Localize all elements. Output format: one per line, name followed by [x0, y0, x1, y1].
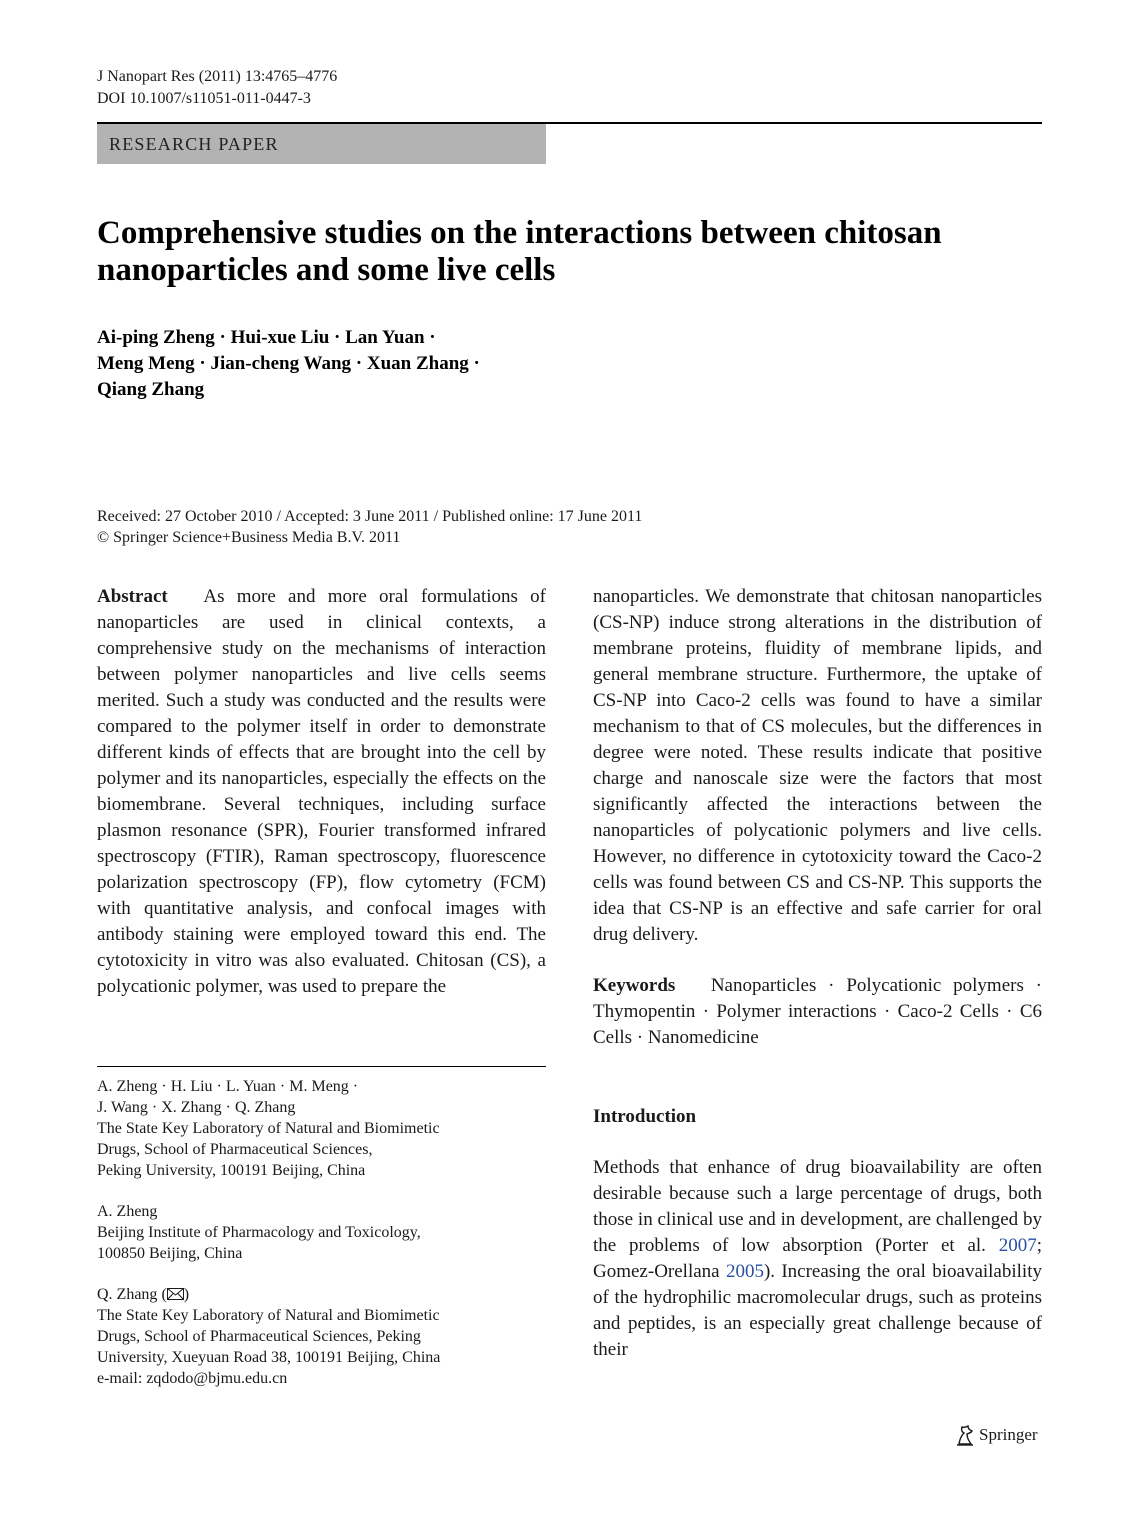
doi: DOI 10.1007/s11051-011-0447-3 — [97, 90, 311, 107]
keywords-label: Keywords — [593, 975, 676, 996]
affiliation-names: J. Wang · X. Zhang · Q. Zhang — [97, 1099, 296, 1116]
keywords-paragraph — [593, 973, 1042, 1051]
keywords-text: Nanoparticles · Polycationic polymers · Thymopentin · Polymer interactions · Caco-2 Cells · C6 Cells · Nanomedicine — [593, 975, 1043, 1048]
left-column — [97, 584, 546, 1000]
intro-text: ). Increasing the oral bioavailability of the hydrophilic macromolecular drugs, such as proteins and peptides, is an especially great challenge because of their — [593, 1261, 1042, 1360]
affiliation-block — [97, 1201, 546, 1264]
publisher-name: Springer — [979, 1425, 1038, 1444]
author-line: Meng Meng · Jian-cheng Wang · Xuan Zhang · — [97, 353, 480, 374]
section-heading-introduction: Introduction — [593, 1106, 697, 1127]
right-column — [593, 584, 1042, 1363]
citation-link[interactable]: 2005 — [725, 1261, 764, 1282]
springer-horse-icon — [955, 1424, 975, 1446]
abstract-continuation: nanoparticles. We demonstrate that chitosan nanoparticles (CS-NP) induce strong alterations in the distribution of membrane proteins, fluidity of membrane lipids, and general membrane structure. Furthermore, the uptake of CS-NP into Caco-2 cells was found to have a similar mechanism to that of CS molecules, but the differences in degree were noted. These results indicate that positive charge and nanoscale size were the factors that most significantly affected the interactions between the nanoparticles of polycationic polymers and live cells. However, no difference in cytotoxicity toward the Caco-2 cells was found between CS and CS-NP. This supports the idea that CS-NP is an effective and safe carrier for oral drug delivery. — [593, 586, 1042, 945]
envelope-icon — [167, 1288, 184, 1300]
affiliation-address: 100850 Beijing, China — [97, 1245, 243, 1262]
intro-text: ; Gomez-Orellana — [593, 1235, 1042, 1282]
affiliation-address: The State Key Laboratory of Natural and Biomimetic — [97, 1120, 440, 1137]
email-address[interactable]: e-mail: zqdodo@bjmu.edu.cn — [97, 1370, 288, 1387]
author-line: Ai-ping Zheng · Hui-xue Liu · Lan Yuan · — [97, 327, 436, 348]
copyright: © Springer Science+Business Media B.V. 2011 — [97, 529, 401, 546]
section-banner: RESEARCH PAPER — [97, 124, 546, 164]
affiliation-address: University, Xueyuan Road 38, 100191 Beijing, China — [97, 1349, 441, 1366]
affiliation-names: A. Zheng — [97, 1203, 158, 1220]
paper-title: Comprehensive studies on the interactions between chitosan nanoparticles and some live cells — [97, 215, 942, 288]
journal-citation: J Nanopart Res (2011) 13:4765–4776 — [97, 68, 338, 85]
affiliation-address: Drugs, School of Pharmaceutical Sciences, Peking — [97, 1328, 421, 1345]
publisher-logo — [955, 1423, 1038, 1447]
affiliation-block — [97, 1076, 546, 1181]
abstract-paragraph — [97, 584, 546, 1000]
corresponding-author: Q. Zhang — [97, 1286, 158, 1303]
abstract-label: Abstract — [97, 586, 168, 607]
affiliations — [97, 1076, 546, 1409]
journal-header — [97, 66, 337, 110]
publication-dates — [97, 506, 642, 548]
intro-text: Methods that enhance of drug bioavailability are often desirable because such a large percentage of drugs, both those in clinical use and in development, are challenged by the problems of low absorption (Porter et al. — [593, 1157, 1042, 1256]
affiliation-block: Q. Zhang ( ) The State Key Laboratory of Natural and Biomimetic Drugs, School of Pharmaceutical Sciences, Peking University, Xueyuan Road 38, 100191 Beijing, China e-mail: zqdodo@bjmu.edu.cn — [97, 1286, 441, 1387]
footnote-rule — [97, 1066, 546, 1067]
affiliation-address: The State Key Laboratory of Natural and Biomimetic — [97, 1307, 440, 1324]
citation-link[interactable]: 2007 — [998, 1235, 1037, 1256]
abstract-text: As more and more oral formulations of nanoparticles are used in clinical contexts, a comprehensive study on the mechanisms of interaction between polymer nanoparticles and live cells seems merited. Such a study was conducted and the results were compared to the polymer itself in order to demonstrate different kinds of effects that are brought into the cell by polymer and its nanoparticles, especially the effects on the biomembrane. Several techniques, including surface plasmon resonance (SPR), Fourier transformed infrared spectroscopy (FTIR), Raman spectroscopy, fluorescence polarization spectroscopy (FP), flow cytometry (FCM) with quantitative analysis, and confocal images with antibody staining were employed toward this end. The cytotoxicity in vitro was also evaluated. Chitosan (CS), a polycationic polymer, was used to prepare the — [97, 586, 546, 997]
affiliation-address: Drugs, School of Pharmaceutical Sciences, — [97, 1141, 373, 1158]
received-accepted-published: Received: 27 October 2010 / Accepted: 3 June 2011 / Published online: 17 June 2011 — [97, 508, 643, 525]
author-line: Qiang Zhang — [97, 379, 205, 400]
affiliation-names: A. Zheng · H. Liu · L. Yuan · M. Meng · — [97, 1078, 359, 1095]
affiliation-address: Peking University, 100191 Beijing, China — [97, 1162, 366, 1179]
introduction-paragraph — [593, 1155, 1042, 1363]
affiliation-address: Beijing Institute of Pharmacology and Toxicology, — [97, 1224, 421, 1241]
author-list — [97, 325, 697, 403]
